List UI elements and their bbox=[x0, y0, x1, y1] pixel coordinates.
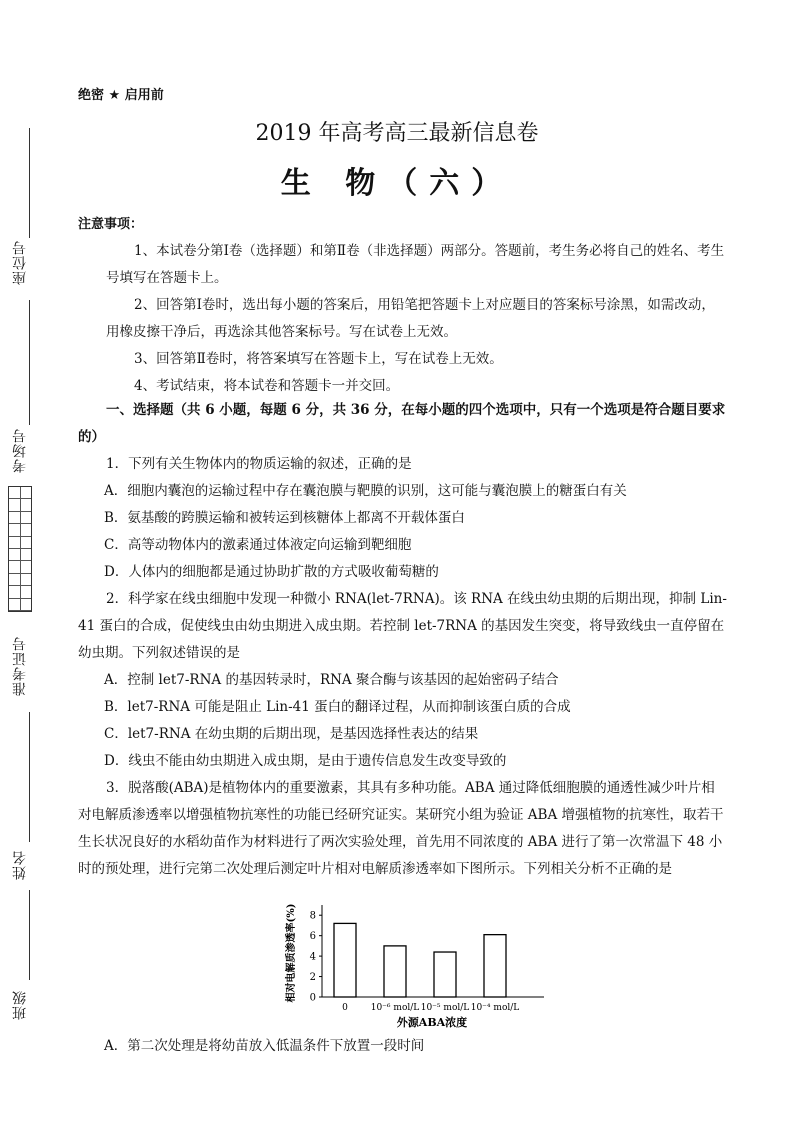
divider-line bbox=[29, 890, 30, 980]
notice-item: 1、本试卷分第Ⅰ卷（选择题）和第Ⅱ卷（非选择题）两部分。答题前，考生务必将自己的姓名、考生号填写在答题卡上。 bbox=[106, 243, 725, 286]
bar-1 bbox=[384, 946, 406, 997]
option-a: A．第二次处理是将幼苗放入低温条件下放置一段时间 bbox=[104, 1038, 425, 1054]
exam-title: 2019 年高考高三最新信息卷 bbox=[255, 121, 539, 146]
notice-item: 2、回答第Ⅰ卷时，选出每小题的答案后，用铅笔把答题卡上对应题目的答案标号涂黑，如需改动，用橡皮擦干净后，再选涂其他答案标号。写在试卷上无效。 bbox=[106, 297, 715, 340]
option-d: D．线虫不能由幼虫期进入成虫期，是由于遗传信息发生改变导致的 bbox=[104, 753, 507, 769]
x-tick-label: 10⁻⁶ mol/L bbox=[370, 1003, 420, 1013]
aba-bar-chart bbox=[282, 893, 552, 1033]
x-tick-label: 0 bbox=[342, 1003, 348, 1013]
ticket-number-grid bbox=[8, 486, 32, 612]
name-label: 姓名 bbox=[12, 850, 28, 880]
question-1 bbox=[78, 451, 728, 586]
notice-list bbox=[78, 238, 728, 400]
bar-0 bbox=[334, 923, 356, 997]
y-tick-label: 4 bbox=[309, 951, 316, 963]
confidential-mark: 绝密 ★ 启用前 bbox=[78, 88, 164, 103]
divider-line bbox=[29, 300, 30, 425]
y-tick-label: 8 bbox=[309, 910, 316, 922]
option-b: B．氨基酸的跨膜运输和被转运到核糖体上都离不开载体蛋白 bbox=[104, 510, 465, 526]
option-a: A．细胞内囊泡的运输过程中存在囊泡膜与靶膜的识别，这可能与囊泡膜上的糖蛋白有关 bbox=[104, 483, 627, 499]
option-b: B．let7-RNA 可能是阻止 Lin-41 蛋白的翻译过程，从而抑制该蛋白质的合成 bbox=[104, 699, 571, 715]
x-tick-label: 10⁻⁵ mol/L bbox=[420, 1003, 470, 1013]
option-a: A．控制 let7-RNA 的基因转录时，RNA 聚合酶与该基因的起始密码子结合 bbox=[104, 672, 559, 688]
section-heading-text: 一、选择题（共 6 小题，每题 6 分，共 36 分，在每小题的四个选项中，只有一个选项是符合题目要求的） bbox=[78, 402, 726, 445]
seat-number-label: 座位号 bbox=[12, 240, 28, 285]
subject-title: 生 物（六） bbox=[280, 166, 514, 201]
bar-2 bbox=[434, 952, 456, 997]
divider-line bbox=[29, 712, 30, 842]
option-c: C．let7-RNA 在幼虫期的后期出现，是基因选择性表达的结果 bbox=[104, 726, 479, 742]
y-axis-label: 相对电解质渗透率(%) bbox=[286, 903, 297, 1003]
notice-item: 4、考试结束，将本试卷和答题卡一并交回。 bbox=[134, 378, 400, 394]
y-tick-label: 0 bbox=[309, 992, 316, 1004]
y-tick-label: 6 bbox=[309, 931, 316, 943]
notice-heading: 注意事项： bbox=[78, 217, 144, 232]
question-3 bbox=[78, 775, 728, 883]
exam-room-label: 考场号 bbox=[12, 428, 28, 473]
section-heading bbox=[78, 397, 728, 451]
class-label: 班级 bbox=[12, 990, 28, 1020]
question-2 bbox=[78, 586, 728, 775]
question-stem: 2．科学家在线虫细胞中发现一种微小 RNA(let-7RNA)。该 RNA 在线虫幼虫期的后期出现，抑制 Lin-41 蛋白的合成，促使线虫由幼虫期进入成虫期。若控制 let-7RNA 的基因发生突变，将导致线虫一直停留在幼虫期。下列叙述错误的是 bbox=[78, 591, 727, 661]
x-tick-label: 10⁻⁴ mol/L bbox=[470, 1003, 520, 1013]
question-stem: 3．脱落酸(ABA)是植物体内的重要激素，其具有多种功能。ABA 通过降低细胞膜的通透性减少叶片相对电解质渗透率以增强植物抗寒性的功能已经研究证实。某研究小组为验证 ABA 增强植物的抗寒性，取若干生长状况良好的水稻幼苗作为材料进行了两次实验处理，首先用不同浓度的 ABA 进行了第一次常温下 48 小时的预处理，进行完第二次处理后测定叶片相对电解质渗透率如下图所示。下列相关分析不正确的是 bbox=[78, 780, 724, 877]
question-3-options bbox=[78, 1033, 728, 1060]
question-stem: 1．下列有关生物体内的物质运输的叙述，正确的是 bbox=[106, 456, 412, 472]
notice-item: 3、回答第Ⅱ卷时，将答案填写在答题卡上，写在试卷上无效。 bbox=[134, 351, 503, 367]
y-tick-label: 2 bbox=[309, 972, 316, 984]
bar-3 bbox=[484, 935, 506, 997]
option-d: D．人体内的细胞都是通过协助扩散的方式吸收葡萄糖的 bbox=[104, 564, 439, 580]
ticket-number-label: 准考证号 bbox=[12, 636, 28, 696]
option-c: C．高等动物体内的激素通过体液定向运输到靶细胞 bbox=[104, 537, 412, 553]
x-axis-label: 外源ABA浓度 bbox=[396, 1016, 468, 1029]
